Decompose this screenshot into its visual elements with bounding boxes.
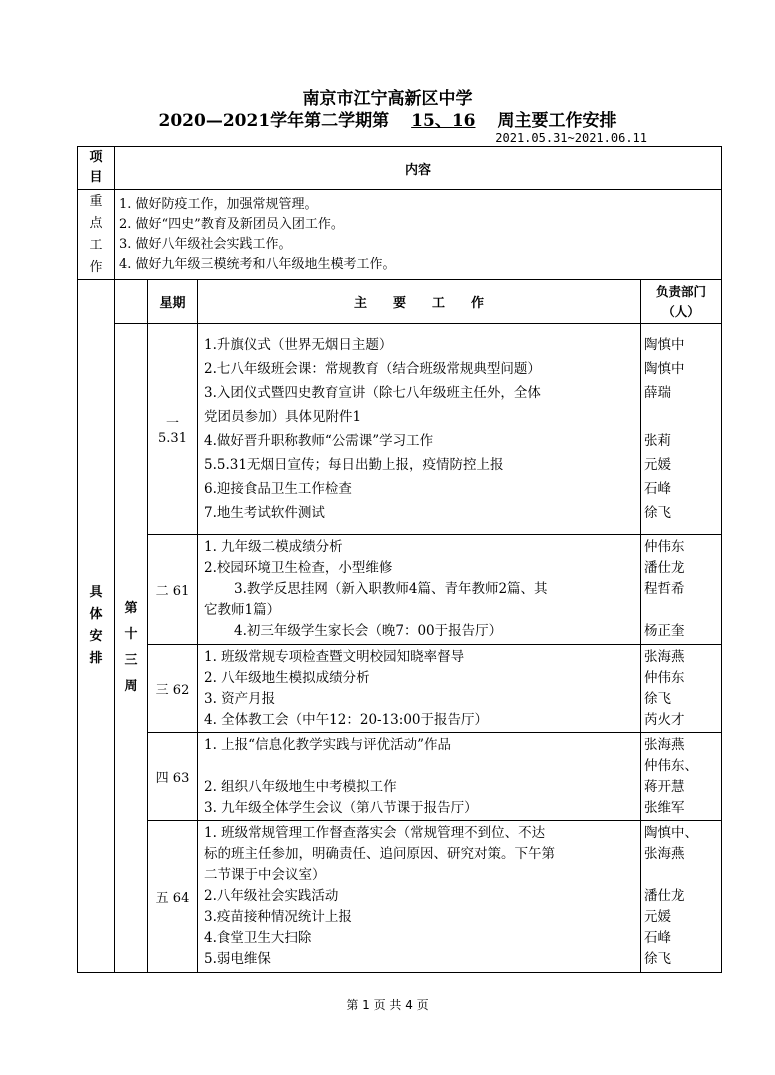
- header-content-cell: 内容: [115, 147, 722, 190]
- week-label: 第十三周: [115, 324, 148, 973]
- schedule-table: [77, 146, 722, 973]
- title-suffix: 周主要工作安排: [497, 111, 617, 131]
- page-footer: 第 1 页 共 4 页: [346, 998, 429, 1012]
- table-row: [78, 733, 722, 821]
- work-cell: 1. 九年级二模成绩分析 2.校园环境卫生检查，小型维修 3.教学反思挂网（新入职教师4篇、青年教师2篇、其 它教师1篇） 4.初三年级学生家长会（晚7：00于报告厅）: [198, 535, 641, 645]
- work-cell: 1. 上报“信息化教学实践与评优活动”作品 2. 组织八年级地生中考模拟工作 3. 九年级全体学生会议（第八节课于报告厅）: [198, 733, 641, 821]
- list-item: 4. 做好九年级三模统考和八年级地生模考工作。: [119, 256, 396, 272]
- empty-cell: [115, 280, 148, 324]
- table-row: [78, 324, 722, 535]
- date-range: 2021.05.31~2021.06.11: [495, 131, 647, 145]
- resp-cell: 张海燕 仲伟东、 蒋开慧 张维军: [641, 733, 722, 821]
- resp-cell: 仲伟东 潘仕龙 程哲希 杨正奎: [641, 535, 722, 645]
- list-item: 3. 做好八年级社会实践工作。: [119, 236, 292, 252]
- day-cell: 五 64: [148, 821, 198, 973]
- day-cell: 三 62: [148, 645, 198, 733]
- week-numbers: 15、16: [411, 111, 476, 131]
- list-item: 2. 做好“四史”教育及新团员入团工作。: [119, 216, 344, 232]
- col-day-header: 星期: [148, 280, 198, 324]
- resp-cell: 张海燕 仲伟东 徐飞 芮火才: [641, 645, 722, 733]
- work-cell: 1.升旗仪式（世界无烟日主题） 2.七八年级班会课：常规教育（结合班级常规典型问题） 3.入团仪式暨四史教育宣讲（除七八年级班主任外，全体 党团员参加）具体见附件1 4.做好晋升职称教师“公需课”学习工作 5.5.31无烟日宣传；每日出勤上报，疫情防控上报 6.迎接食品卫生工作检查 7.地生考试软件测试: [198, 324, 641, 535]
- table-row: [78, 821, 722, 973]
- focus-label: 重点工作: [78, 190, 115, 280]
- document-title: [0, 106, 775, 131]
- day-cell: 一 5.31: [148, 324, 198, 535]
- focus-items: [115, 190, 722, 280]
- title-prefix: 2020—2021学年第二学期第: [158, 111, 390, 131]
- day-cell: 四 63: [148, 733, 198, 821]
- resp-cell: 陶慎中 陶慎中 薛瑞 张莉 元媛 石峰 徐飞: [641, 324, 722, 535]
- header-item-cell: 项目: [78, 147, 115, 190]
- col-resp-header: 负责部门（人）: [641, 280, 722, 324]
- work-cell: 1. 班级常规专项检查暨文明校园知晓率督导 2. 八年级地生模拟成绩分析 3. 资产月报 4. 全体教工会（中午12：20-13:00于报告厅）: [198, 645, 641, 733]
- focus-row: [78, 190, 722, 280]
- resp-cell: 陶慎中、 张海燕 潘仕龙 元媛 石峰 徐飞: [641, 821, 722, 973]
- table-row: [78, 535, 722, 645]
- table-header-row: [78, 147, 722, 190]
- arrange-label: 具体安排: [78, 280, 115, 973]
- table-row: [78, 645, 722, 733]
- work-cell: 1. 班级常规管理工作督查落实会（常规管理不到位、不达 标的班主任参加，明确责任、追问原因、研究对策。下午第 二节课于中会议室） 2.八年级社会实践活动 3.疫苗接种情况统计上报 4.食堂卫生大扫除 5.弱电维保: [198, 821, 641, 973]
- list-item: 1. 做好防疫工作，加强常规管理。: [119, 196, 318, 212]
- arrange-header-row: [78, 280, 722, 324]
- schedule-table-wrap: [77, 146, 721, 972]
- col-work-header: 主 要 工 作: [198, 280, 641, 324]
- school-name: 南京市江宁高新区中学: [302, 89, 473, 109]
- day-cell: 二 61: [148, 535, 198, 645]
